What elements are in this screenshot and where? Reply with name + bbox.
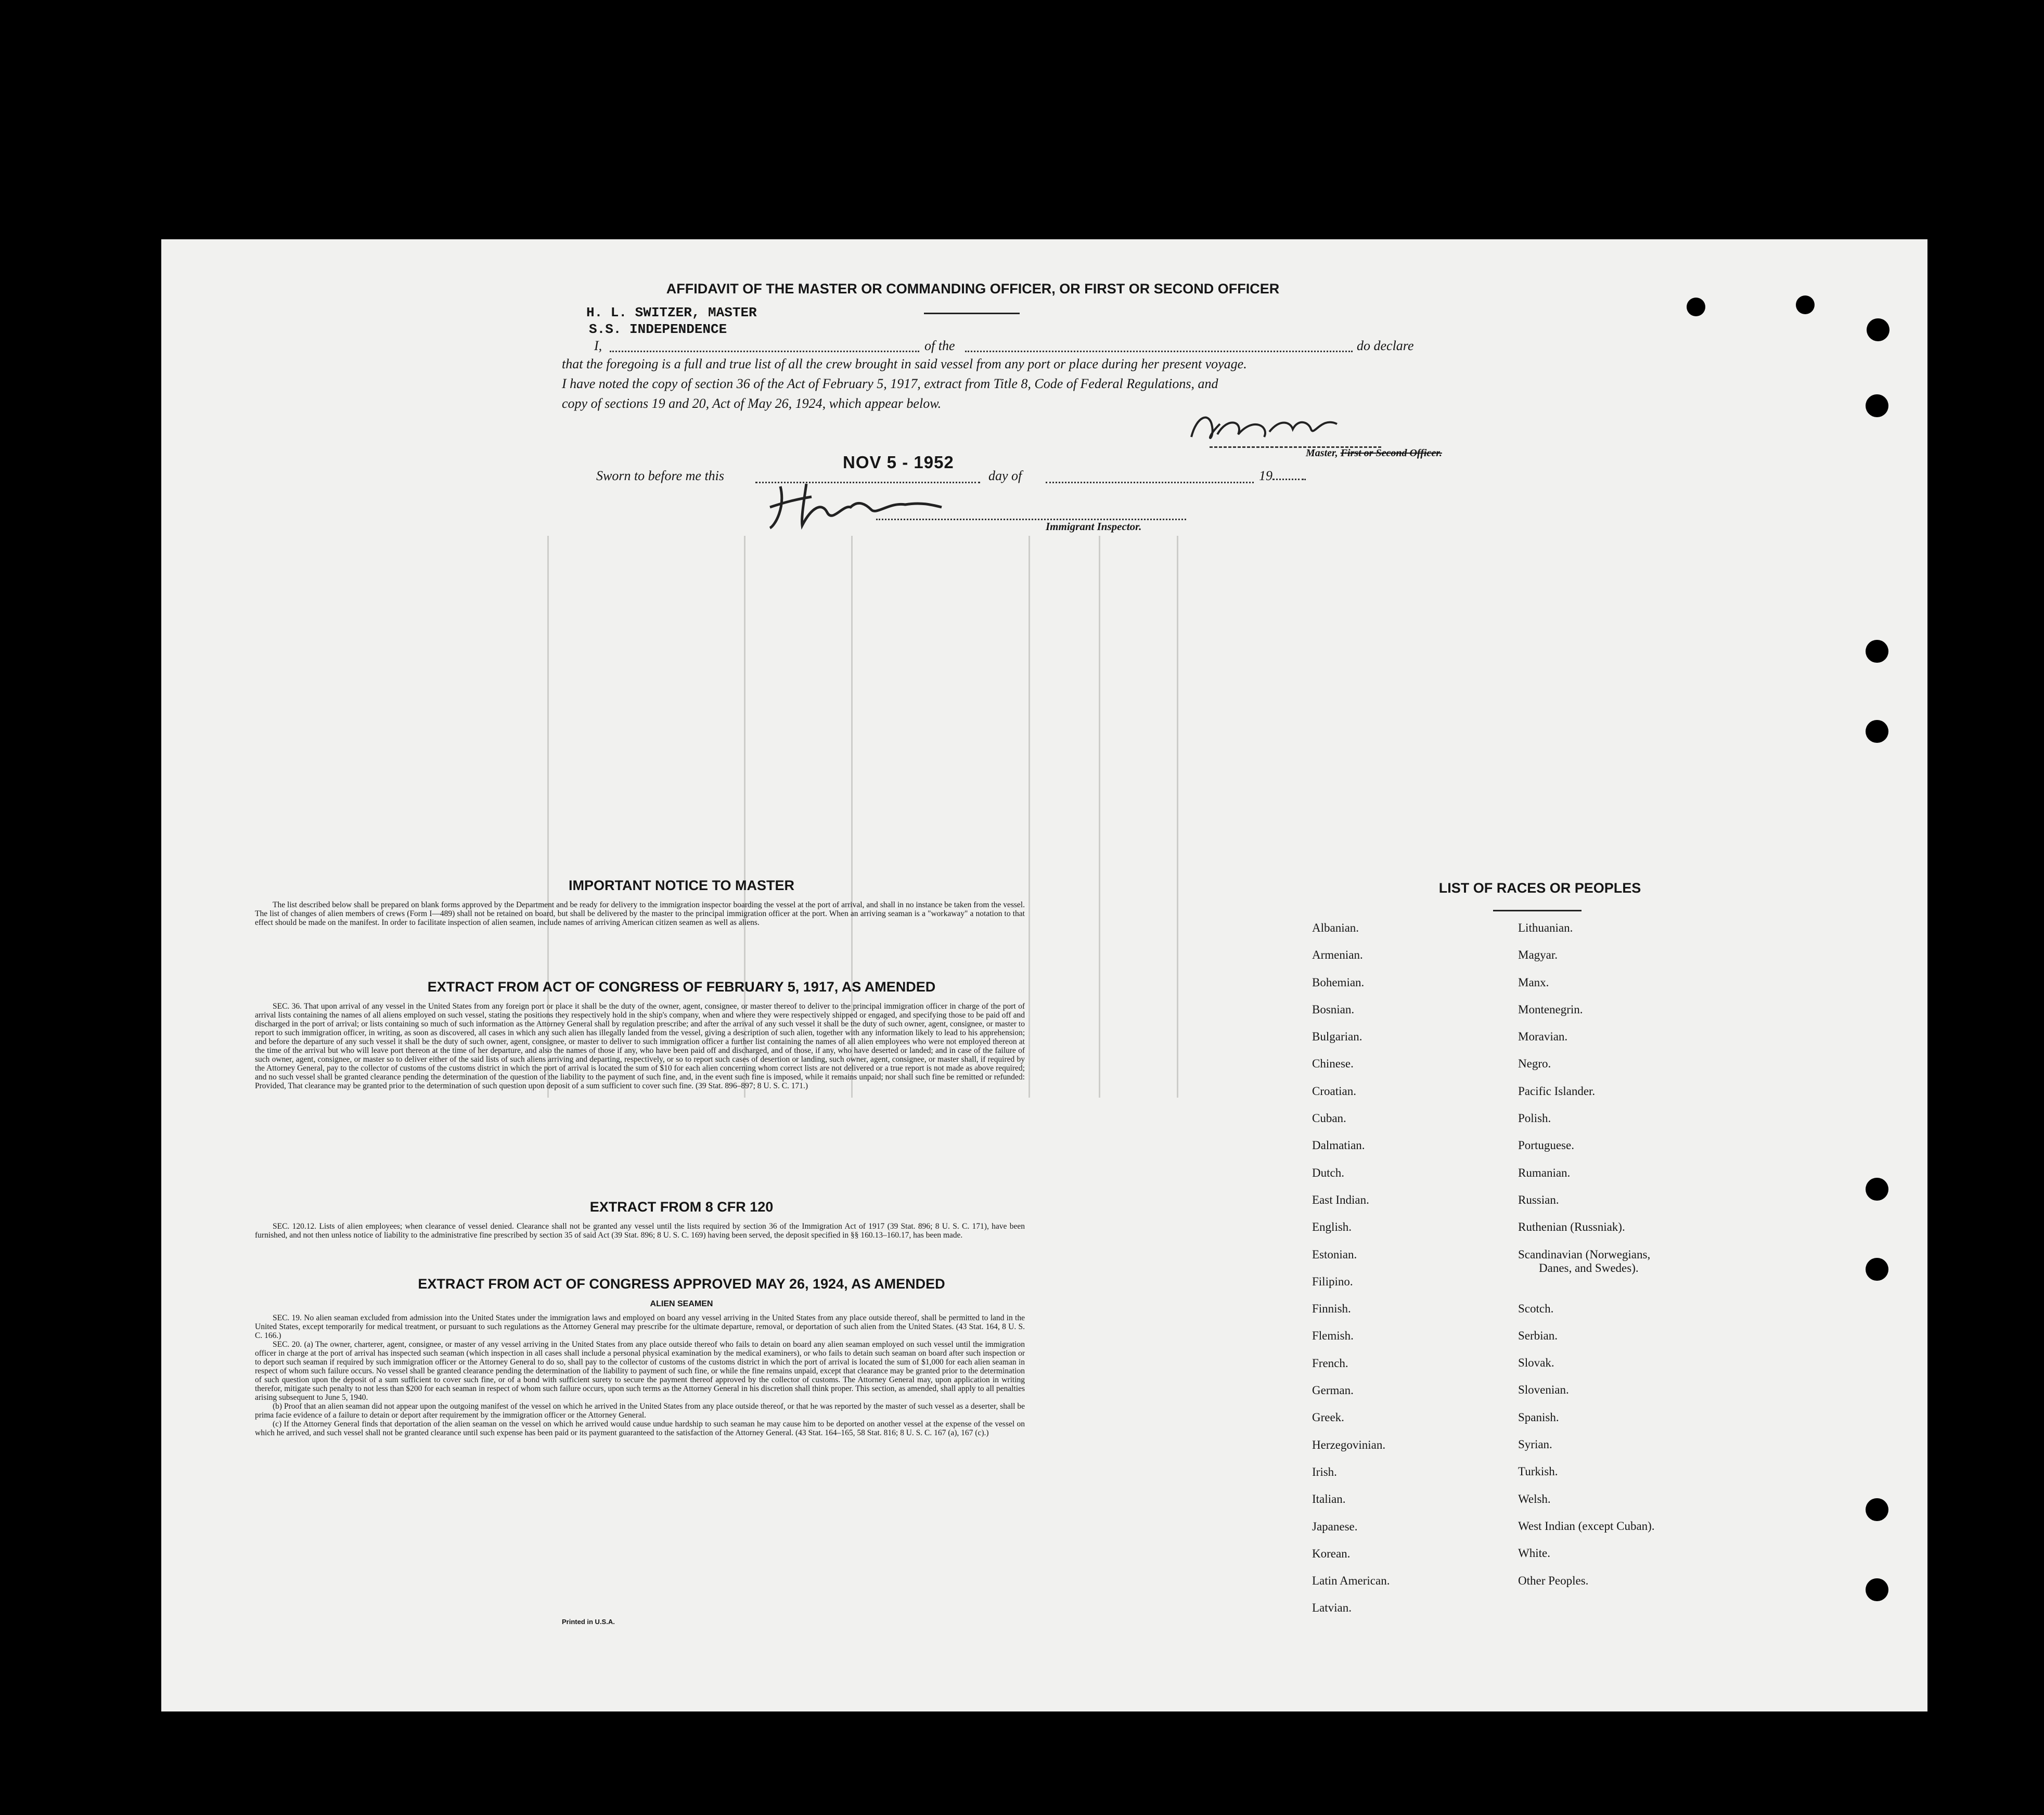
race-item: Herzegovinian. xyxy=(1312,1438,1386,1451)
punch-hole xyxy=(1796,295,1815,314)
race-item: French. xyxy=(1312,1356,1348,1370)
sec-20c-text: (c) If the Attorney General finds that deportation of the alien seaman on the vessel on which he arrived would cause undue hardship to such seaman he may cause him to be deported on another vessel at the expense of the vessel on which he arrived, and such vessel shall not be granted clearance until such expense has been paid or its payment guaranteed to the satisfaction of the Attorney General. (43 Stat. 164–165, 58 Stat. 816; 8 U. S. C. 167 (a), 167 (c).) xyxy=(255,1420,1025,1437)
race-item: Filipino. xyxy=(1312,1275,1353,1288)
sec-19-text: SEC. 19. No alien seaman excluded from admission into the United States under the immigration laws and employed on board any vessel arriving in the United States from any place outside thereof, shall be permitted to land in the United States, except temporarily for medical treatment, or pursuant to such regulations as the Attorney General may prescribe for the ultimate departure, removal, or deportation of such alien from the United States. (43 Stat. 164, 8 U. S. C. 166.) xyxy=(255,1314,1025,1340)
punch-hole xyxy=(1687,298,1705,316)
race-item: Korean. xyxy=(1312,1547,1351,1560)
race-item: Serbian. xyxy=(1518,1329,1558,1342)
affidavit-line-3: copy of sections 19 and 20, Act of May 26, 1924, which appear below. xyxy=(562,396,942,411)
typed-master-name: H. L. SWITZER, MASTER xyxy=(586,305,757,320)
race-item: Chinese. xyxy=(1312,1057,1354,1071)
signature-caption xyxy=(1306,447,1442,459)
race-item: Scotch. xyxy=(1518,1302,1554,1315)
race-item: Dutch. xyxy=(1312,1166,1344,1179)
day-of-label: day of xyxy=(988,468,1022,483)
punch-hole xyxy=(1866,1258,1888,1281)
races-left-column xyxy=(1312,915,1390,1622)
race-item: Magyar. xyxy=(1518,948,1558,962)
inspector-label: Immigrant Inspector. xyxy=(1046,520,1142,533)
column-rule xyxy=(1029,536,1030,1098)
race-item: Italian. xyxy=(1312,1492,1346,1506)
race-item: Irish. xyxy=(1312,1465,1337,1478)
punch-hole xyxy=(1866,1498,1888,1521)
inspector-signature xyxy=(754,476,973,533)
race-item: German. xyxy=(1312,1384,1354,1397)
extract-1924-title: EXTRACT FROM ACT OF CONGRESS APPROVED MAY 26, 1924, AS AMENDED xyxy=(418,1276,945,1292)
race-item: Latin American. xyxy=(1312,1574,1390,1588)
column-rule xyxy=(1177,536,1178,1098)
of-the-label: of the xyxy=(924,338,955,353)
printed-in-usa: Printed in U.S.A. xyxy=(562,1618,615,1626)
race-item: English. xyxy=(1312,1220,1352,1234)
race-item: Bosnian. xyxy=(1312,1002,1355,1016)
race-item: Scandinavian (Norwegians, xyxy=(1518,1247,1651,1261)
punch-hole xyxy=(1866,394,1888,417)
column-rule xyxy=(1099,536,1100,1098)
name-blank xyxy=(610,351,919,352)
races-title: LIST OF RACES OR PEOPLES xyxy=(1438,880,1641,896)
race-item: Welsh. xyxy=(1518,1492,1551,1505)
do-declare-label: do declare xyxy=(1357,338,1414,353)
race-item: Moravian. xyxy=(1518,1030,1568,1044)
master-signature xyxy=(1181,406,1368,447)
sworn-label: Sworn to before me this xyxy=(596,468,725,483)
race-item: Manx. xyxy=(1518,975,1549,989)
race-item: Syrian. xyxy=(1518,1438,1552,1451)
month-blank xyxy=(1046,482,1254,483)
vessel-blank xyxy=(965,351,1353,352)
punch-hole xyxy=(1866,720,1888,743)
race-item: Slovak. xyxy=(1518,1356,1554,1370)
notice-body: The list described below shall be prepared on blank forms approved by the Department and be ready for delivery to the immigration inspector boarding the vessel at the port of arrival, and shall in no instance be taken from the vessel. The list of changes of alien members of crews (Form I—489) shall not be retained on board, but shall be delivered by the master to the principal immigration officer at the port. When an arriving seaman is a "workaway" a notation to that effect should be made on the manifest. In order to facilitate inspection of alien seamen, include names of arriving American citizen seamen as well as aliens. xyxy=(255,900,1025,927)
affidavit-line-1: that the foregoing is a full and true list of all the crew brought in said vessel from any port or place during her present voyage. xyxy=(562,356,1247,371)
race-item: Montenegrin. xyxy=(1518,1002,1583,1016)
race-item: Finnish. xyxy=(1312,1302,1351,1316)
race-item: Pacific Islander. xyxy=(1518,1084,1596,1098)
race-item: East Indian. xyxy=(1312,1193,1369,1206)
year-label xyxy=(1259,468,1307,484)
notice-title: IMPORTANT NOTICE TO MASTER xyxy=(569,878,794,893)
races-title-rule xyxy=(1493,910,1582,911)
affidavit-title: AFFIDAVIT OF THE MASTER OR COMMANDING OFFICER, OR FIRST OR SECOND OFFICER xyxy=(666,281,1280,297)
extract-1917-title: EXTRACT FROM ACT OF CONGRESS OF FEBRUARY 5, 1917, AS AMENDED xyxy=(427,979,936,995)
extract-1924-subtitle: ALIEN SEAMEN xyxy=(650,1299,713,1308)
race-item: Slovenian. xyxy=(1518,1383,1569,1397)
extract-cfr-title: EXTRACT FROM 8 CFR 120 xyxy=(589,1199,774,1215)
race-item: Danes, and Swedes). xyxy=(1539,1261,1639,1275)
race-item: Portuguese. xyxy=(1518,1139,1574,1152)
year-blank xyxy=(1272,479,1304,480)
extract-cfr-body: SEC. 120.12. Lists of alien employees; when clearance of vessel denied. Clearance shall not be granted any vessel until the lists required by section 36 of the Immigration Act of 1917 (39 Stat. 896; 8 U. S. C. 171), have been furnished, and not then unless notice of liability to the administrative fine prescribed by section 35 of said Act (39 Stat. 896; 8 U. S. C. 169) having been served, the deposit specified in §§ 160.13–160.17, has been made. xyxy=(255,1222,1025,1240)
race-item: Dalmatian. xyxy=(1312,1139,1365,1152)
race-item: Croatian. xyxy=(1312,1084,1356,1098)
declare-i-label: I, xyxy=(594,338,602,353)
race-item: Rumanian. xyxy=(1518,1166,1571,1179)
race-item: Japanese. xyxy=(1312,1520,1358,1533)
race-item: Flemish. xyxy=(1312,1329,1354,1343)
race-item: Latvian. xyxy=(1312,1601,1352,1615)
race-item: Armenian. xyxy=(1312,948,1363,962)
race-item: Negro. xyxy=(1518,1057,1551,1071)
race-item: Bulgarian. xyxy=(1312,1030,1362,1044)
race-item: West Indian (except Cuban). xyxy=(1518,1519,1655,1533)
race-item: Russian. xyxy=(1518,1193,1559,1206)
document-page xyxy=(161,239,1927,1711)
races-right-column xyxy=(1518,915,1655,1594)
sec-20a-text: SEC. 20. (a) The owner, charterer, agent, consignee, or master of any vessel arriving in the United States from any place outside thereof who fails to detain on board any alien seaman employed on such vessel until the immigration officer in charge at the port of arrival has inspected such seaman (which inspection in all cases shall include a personal physical examination by the medical examiners), or who fails to detain such seaman on board after such inspection or to deport such seaman if required by such immigration officer or the Attorney General to do so, shall pay to the collector of customs of the customs district in which the port of arrival is located the sum of $1,000 for each alien seaman in respect of whom such failure occurs. No vessel shall be granted clearance pending the determination of the liability to payment of such fine, or while the fine remains unpaid, except that clearance may be granted prior to the determination of such question upon the deposit of a sum sufficient to cover such fine, or of a bond with sufficient surety to secure the payment thereof approved by the collector of customs. The Attorney General may, upon application in writing therefor, mitigate such penalty to not less than $200 for each seaman in respect of whom such failure occurs, upon such terms as the Attorney General in his discretion shall think proper. This section, as amended, shall apply to all penalties arising subsequent to June 5, 1940. xyxy=(255,1340,1025,1402)
race-item: Estonian. xyxy=(1312,1247,1357,1261)
extract-1917-body: SEC. 36. That upon arrival of any vessel in the United States from any foreign port or place it shall be the duty of the owner, agent, consignee, or master thereof to deliver to the principal immigration officer in charge of the port of arrival lists containing the names of all aliens employed on such vessel, stating the positions they respectively hold in the ship's company, when and where they were respectively shipped or engaged, and specifying those to be paid off and discharged in the port of arrival; or lists containing so much of such information as the Attorney General shall by regulation prescribe; and after the arrival of any such vessel it shall be the duty of such owner, agent, consignee, or master to report to such immigration officer, in writing, as soon as discovered, all cases in which any such alien has illegally landed from the vessel, giving a description of such alien, together with any information likely to lead to his apprehension; and before the departure of any such vessel it shall be the duty of such owner, agent, consignee, or master to deliver to such immigration officer a further list containing the names of all alien employees who were not employed thereon at the time of the arrival but who will leave port thereon at the time of her departure, and also the names of those if any, who have been paid off and discharged, and of those, if any, who have deserted or landed; and in case of the failure of such owner, agent, consignee, or master so to deliver either of the said lists of such aliens arriving and departing, respectively, or so to report such cases of desertion or landing, such owner, agent, consignee, or master shall, if required by the Attorney General, pay to the collector of customs of the customs district in which the port of arrival is located the sum of $10 for each alien concerning whom correct lists are not delivered or a true report is not made as above required; and no such vessel shall be granted clearance pending the determination of the question of the liability to the payment of such fine, and, in the event such fine is imposed, while it remains unpaid; nor shall such fine be remitted or refunded: Provided, That clearance may be granted prior to the determination of such question upon deposit of a sum sufficient to cover such fine. (39 Stat. 896–897; 8 U. S. C. 171.) xyxy=(255,1002,1025,1090)
caption-struck-officer: First or Second Officer. xyxy=(1340,447,1442,459)
affidavit-line-2: I have noted the copy of section 36 of the Act of February 5, 1917, extract from Title 8, Code of Federal Regulations, and xyxy=(562,376,1218,391)
year-prefix: 19 xyxy=(1259,468,1272,483)
extract-1924-body xyxy=(255,1314,1025,1437)
race-item: Turkish. xyxy=(1518,1465,1558,1478)
punch-hole xyxy=(1866,1578,1888,1601)
race-item: Polish. xyxy=(1518,1112,1551,1125)
year-period: . xyxy=(1304,468,1307,483)
race-item: White. xyxy=(1518,1547,1550,1560)
punch-hole xyxy=(1866,1178,1888,1201)
caption-master: Master, xyxy=(1306,447,1338,459)
sec-20b-text: (b) Proof that an alien seaman did not appear upon the outgoing manifest of the vessel on which he arrived in the United States from any place outside thereof, or that he was reported by the master of such vessel as a deserter, shall be prima facie evidence of a failure to detain or deport after requirement by the immigration officer or the Attorney General. xyxy=(255,1402,1025,1420)
race-item: Spanish. xyxy=(1518,1410,1559,1424)
title-rule xyxy=(924,313,1020,314)
race-item: Bohemian. xyxy=(1312,975,1365,989)
date-stamp: NOV 5 - 1952 xyxy=(843,453,954,472)
race-item: Cuban. xyxy=(1312,1112,1346,1125)
race-item: Lithuanian. xyxy=(1518,921,1573,934)
punch-hole xyxy=(1867,318,1889,341)
race-item: Greek. xyxy=(1312,1411,1344,1424)
typed-vessel-name: S.S. INDEPENDENCE xyxy=(589,321,727,337)
race-item: Ruthenian (Russniak). xyxy=(1518,1220,1625,1234)
punch-hole xyxy=(1866,640,1888,663)
race-item: Other Peoples. xyxy=(1518,1574,1589,1587)
race-item: Albanian. xyxy=(1312,921,1359,934)
